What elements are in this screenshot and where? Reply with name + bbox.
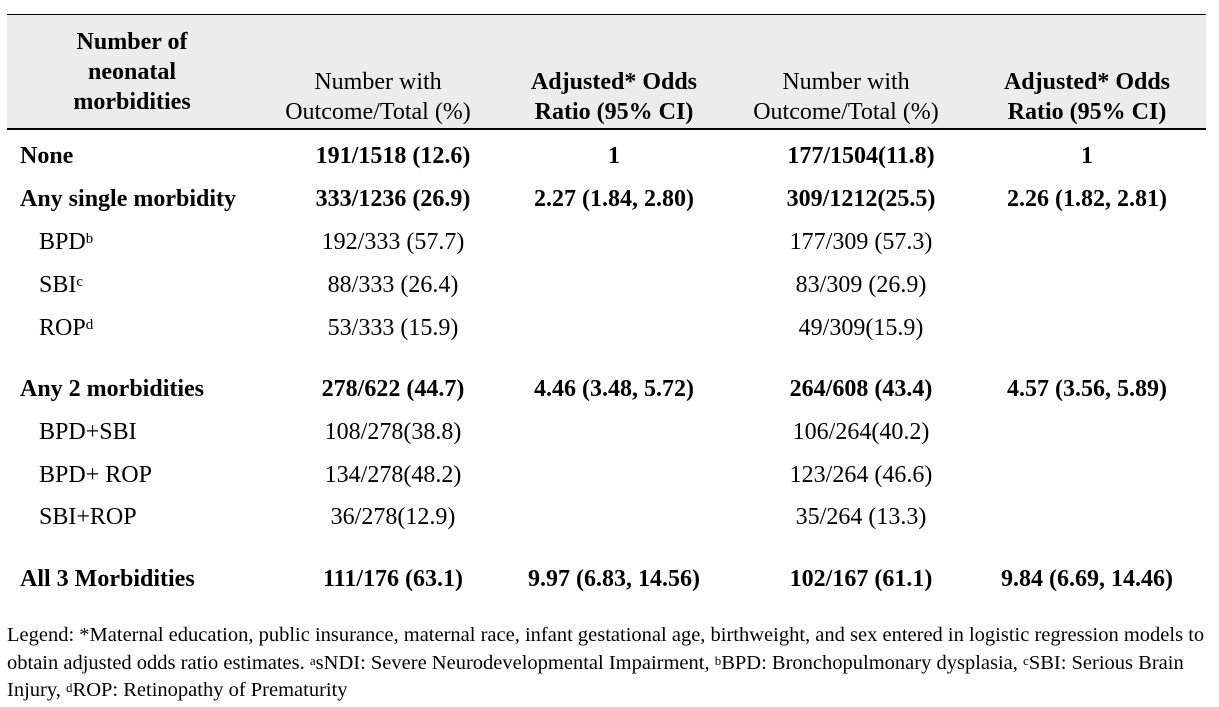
header-odds-ratio-1 xyxy=(512,67,716,127)
footnote-marker: a xyxy=(309,652,316,668)
cell-outcome-1: 333/1236 (26.9) xyxy=(315,186,471,212)
cell-odds-ratio-2: 1 xyxy=(1081,143,1093,169)
cell-outcome-1: 192/333 (57.7) xyxy=(321,229,465,255)
row-label xyxy=(39,501,137,533)
row-label xyxy=(39,416,137,448)
header-line: Number of xyxy=(76,29,188,55)
table-row xyxy=(7,140,1206,172)
footnote-marker: b xyxy=(85,231,94,247)
morbidity-table xyxy=(7,14,1206,592)
header-line: Number with xyxy=(782,69,910,95)
row-label-text: Any 2 morbidities xyxy=(20,376,205,402)
row-label-text: ROP xyxy=(39,315,86,341)
footnote-marker: c xyxy=(1023,652,1029,668)
row-label xyxy=(39,312,93,344)
row-label xyxy=(20,183,236,215)
row-label-text: All 3 Morbidities xyxy=(20,566,195,592)
row-label-text: None xyxy=(20,143,74,169)
cell-outcome-2: 309/1212(25.5) xyxy=(786,186,936,212)
header-line: Outcome/Total (%) xyxy=(753,99,939,125)
row-label xyxy=(39,459,152,491)
table-row xyxy=(7,501,1206,533)
cell-outcome-1: 191/1518 (12.6) xyxy=(315,143,471,169)
legend-item: BPD: Bronchopulmonary dysplasia, xyxy=(721,651,1024,674)
header-line: neonatal xyxy=(87,59,176,85)
header-outcome-total-2 xyxy=(733,67,959,127)
cell-odds-ratio-2: 9.84 (6.69, 14.46) xyxy=(1001,566,1173,592)
header-line: Adjusted* Odds xyxy=(1003,69,1171,95)
header-line: Number with xyxy=(314,69,442,95)
cell-outcome-2: 35/264 (13.3) xyxy=(795,504,927,530)
cell-outcome-2: 102/167 (61.1) xyxy=(789,566,933,592)
row-label-text: SBI+ROP xyxy=(39,504,137,530)
cell-outcome-2: 106/264(40.2) xyxy=(792,419,930,445)
cell-outcome-1: 111/176 (63.1) xyxy=(322,566,463,592)
table-row xyxy=(7,373,1206,405)
table-row xyxy=(7,312,1206,344)
footnote-marker: d xyxy=(85,317,94,333)
cell-odds-ratio-2: 2.26 (1.82, 2.81) xyxy=(1007,186,1167,212)
table-row xyxy=(7,226,1206,258)
table-row xyxy=(7,563,1206,595)
cell-odds-ratio-2: 4.57 (3.56, 5.89) xyxy=(1007,376,1167,402)
cell-outcome-2: 123/264 (46.6) xyxy=(789,462,933,488)
header-morbidity-count xyxy=(47,27,217,117)
table-row xyxy=(7,416,1206,448)
cell-odds-ratio-1: 1 xyxy=(608,143,620,169)
table-row xyxy=(7,183,1206,215)
cell-outcome-2: 177/1504(11.8) xyxy=(787,143,935,169)
row-label-text: Any single morbidity xyxy=(20,186,237,212)
cell-outcome-1: 108/278(38.8) xyxy=(324,419,462,445)
footnote-marker: b xyxy=(714,652,722,668)
header-odds-ratio-2 xyxy=(987,67,1187,127)
header-line: morbidities xyxy=(73,89,191,115)
cell-outcome-1: 36/278(12.9) xyxy=(330,504,456,530)
header-line: Adjusted* Odds xyxy=(530,69,698,95)
cell-outcome-2: 264/608 (43.4) xyxy=(789,376,933,402)
row-label-text: BPD+ ROP xyxy=(39,462,152,488)
cell-outcome-2: 177/309 (57.3) xyxy=(789,229,933,255)
table-row xyxy=(7,269,1206,301)
header-line: Ratio (95% CI) xyxy=(534,99,694,125)
cell-outcome-1: 134/278(48.2) xyxy=(324,462,462,488)
cell-outcome-2: 83/309 (26.9) xyxy=(795,272,927,298)
row-label xyxy=(20,373,204,405)
row-label-text: SBI xyxy=(39,272,77,298)
row-label xyxy=(20,563,195,595)
cell-odds-ratio-1: 4.46 (3.48, 5.72) xyxy=(534,376,694,402)
row-label-text: BPD xyxy=(39,229,86,255)
row-label-text: BPD+SBI xyxy=(39,419,137,445)
table-legend xyxy=(7,622,1213,705)
table-header xyxy=(7,14,1206,130)
cell-outcome-1: 278/622 (44.7) xyxy=(321,376,465,402)
header-line: Outcome/Total (%) xyxy=(285,99,471,125)
cell-odds-ratio-1: 2.27 (1.84, 2.80) xyxy=(534,186,694,212)
table-row xyxy=(7,459,1206,491)
row-label xyxy=(39,269,83,301)
header-outcome-total-1 xyxy=(265,67,491,127)
footnote-marker: d xyxy=(66,680,73,695)
cell-outcome-1: 53/333 (15.9) xyxy=(327,315,459,341)
legend-lead: Legend: *Maternal education, public insurance, maternal race, infant gestational age, birthweight, and sex entered in logistic regression models to obtain adjusted odds ratio estimates. xyxy=(7,624,1205,674)
row-label xyxy=(39,226,93,258)
footnote-marker: c xyxy=(76,274,84,290)
row-label xyxy=(20,140,73,172)
legend-item: SBI: Serious Brain Injury, xyxy=(7,651,1184,701)
cell-odds-ratio-1: 9.97 (6.83, 14.56) xyxy=(528,566,700,592)
legend-item: sNDI: Severe Neurodevelopmental Impairment, xyxy=(315,651,715,674)
cell-outcome-2: 49/309(15.9) xyxy=(798,315,924,341)
cell-outcome-1: 88/333 (26.4) xyxy=(327,272,459,298)
legend-item: ROP: Retinopathy of Prematurity xyxy=(72,679,348,701)
header-line: Ratio (95% CI) xyxy=(1007,99,1167,125)
